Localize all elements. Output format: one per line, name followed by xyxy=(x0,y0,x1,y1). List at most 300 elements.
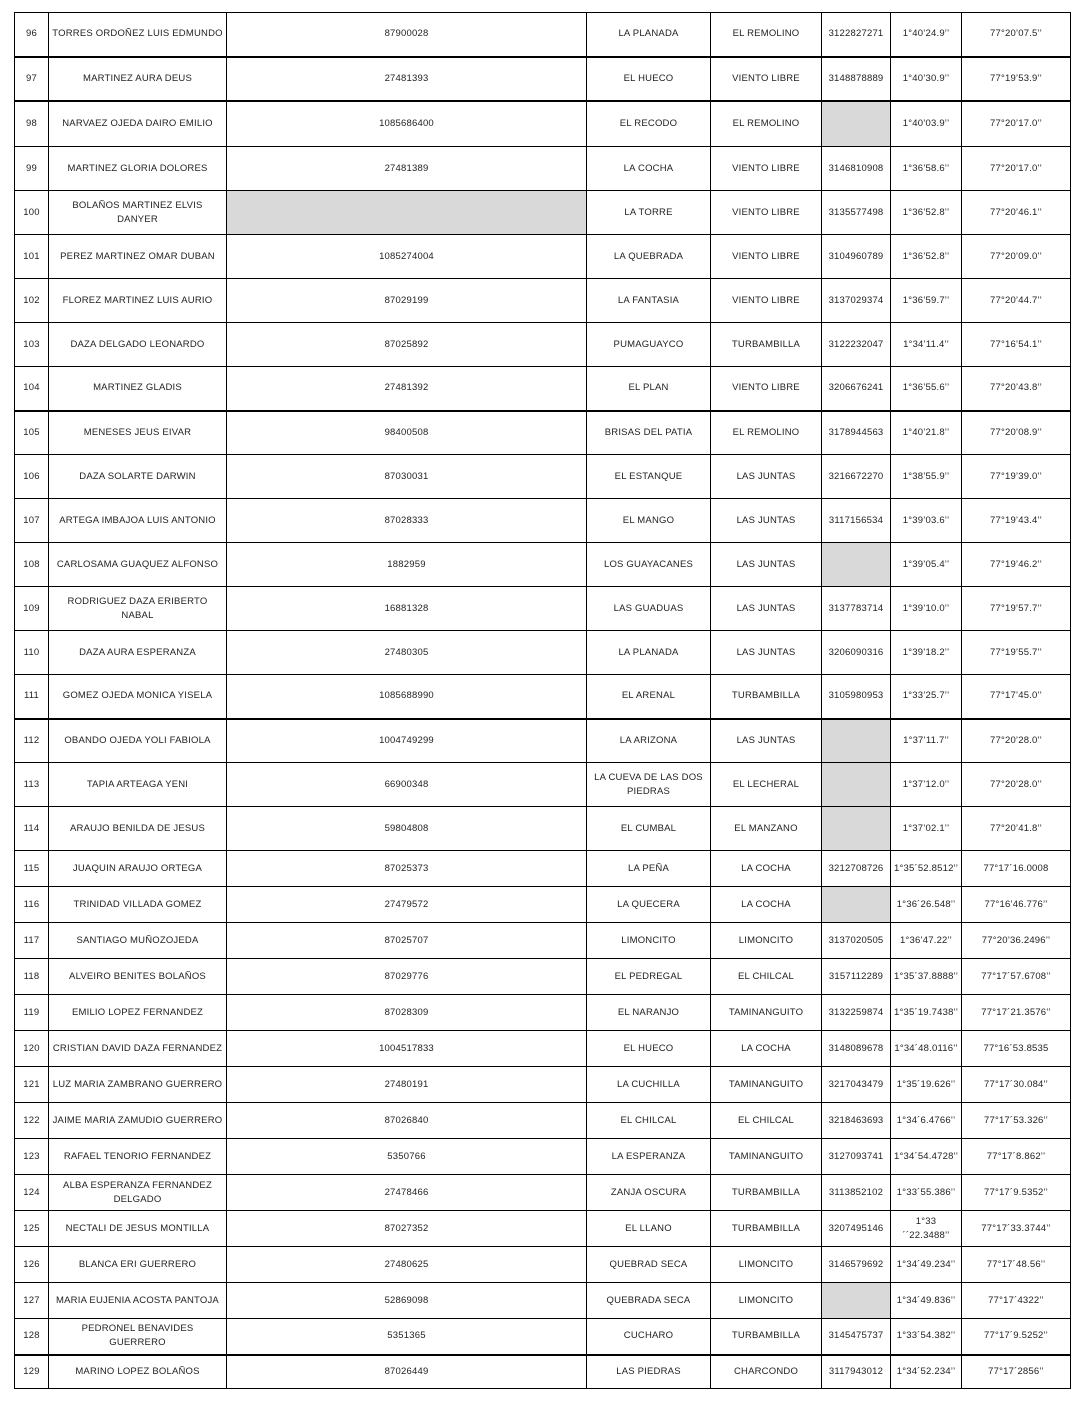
farm-cell: LA QUEBRADA xyxy=(587,235,711,279)
village-cell: LAS JUNTAS xyxy=(711,499,822,543)
table-row xyxy=(15,995,1071,1031)
phone-cell xyxy=(822,763,891,807)
row-number-cell: 102 xyxy=(15,279,49,323)
village-cell: TURBAMBILLA xyxy=(711,1319,822,1355)
longitude-cell: 77°19’39.0’’ xyxy=(962,455,1071,499)
name-cell: MARINO LOPEZ BOLAÑOS xyxy=(49,1355,227,1389)
phone-cell: 3132259874 xyxy=(822,995,891,1031)
row-number-cell: 98 xyxy=(15,101,49,147)
latitude-cell: 1°39’05.4’’ xyxy=(891,543,962,587)
row-number-cell: 124 xyxy=(15,1175,49,1211)
id-number-cell: 87028309 xyxy=(227,995,587,1031)
row-number-cell: 125 xyxy=(15,1211,49,1247)
name-cell: RODRIGUEZ DAZA ERIBERTO NABAL xyxy=(49,587,227,631)
id-number-cell: 87025707 xyxy=(227,923,587,959)
longitude-cell: 77°17’45.0’’ xyxy=(962,675,1071,719)
latitude-cell: 1°40’30.9’’ xyxy=(891,57,962,101)
latitude-cell: 1°38’55.9’’ xyxy=(891,455,962,499)
latitude-cell: 1°34´6.4766’’ xyxy=(891,1103,962,1139)
table-row xyxy=(15,1067,1071,1103)
longitude-cell: 77°19’55.7’’ xyxy=(962,631,1071,675)
latitude-cell: 1°40’21.8’’ xyxy=(891,411,962,455)
latitude-cell: 1°39’10.0’’ xyxy=(891,587,962,631)
latitude-cell: 1°36’58.6’’ xyxy=(891,147,962,191)
longitude-cell: 77°17´4322’’ xyxy=(962,1283,1071,1319)
phone-cell: 3127093741 xyxy=(822,1139,891,1175)
village-cell: TURBAMBILLA xyxy=(711,323,822,367)
table-row xyxy=(15,1355,1071,1389)
row-number-cell: 120 xyxy=(15,1031,49,1067)
phone-cell: 3206676241 xyxy=(822,367,891,411)
farm-cell: EL PLAN xyxy=(587,367,711,411)
row-number-cell: 117 xyxy=(15,923,49,959)
farm-cell: EL HUECO xyxy=(587,1031,711,1067)
row-number-cell: 97 xyxy=(15,57,49,101)
latitude-cell: 1°40’24.9’’ xyxy=(891,13,962,57)
longitude-cell: 77°16´53.8535 xyxy=(962,1031,1071,1067)
longitude-cell: 77°19’57.7’’ xyxy=(962,587,1071,631)
phone-cell: 3148878889 xyxy=(822,57,891,101)
row-number-cell: 127 xyxy=(15,1283,49,1319)
data-grid xyxy=(14,12,1071,1389)
name-cell: OBANDO OJEDA YOLI FABIOLA xyxy=(49,719,227,763)
table-row xyxy=(15,323,1071,367)
table-row xyxy=(15,1283,1071,1319)
latitude-cell: 1°35´37.8888’’ xyxy=(891,959,962,995)
name-cell: NARVAEZ OJEDA DAIRO EMILIO xyxy=(49,101,227,147)
farm-cell: EL LLANO xyxy=(587,1211,711,1247)
village-cell: EL CHILCAL xyxy=(711,959,822,995)
phone-cell: 3148089678 xyxy=(822,1031,891,1067)
village-cell: LIMONCITO xyxy=(711,1283,822,1319)
longitude-cell: 77°17´48.56’’ xyxy=(962,1247,1071,1283)
longitude-cell: 77°20’17.0’’ xyxy=(962,147,1071,191)
name-cell: MARTINEZ GLORIA DOLORES xyxy=(49,147,227,191)
id-number-cell: 1085688990 xyxy=(227,675,587,719)
phone-cell xyxy=(822,719,891,763)
id-number-cell: 16881328 xyxy=(227,587,587,631)
farm-cell: LA TORRE xyxy=(587,191,711,235)
row-number-cell: 121 xyxy=(15,1067,49,1103)
id-number-cell: 87900028 xyxy=(227,13,587,57)
latitude-cell: 1°35´52.8512’’ xyxy=(891,851,962,887)
row-number-cell: 96 xyxy=(15,13,49,57)
village-cell: TAMINANGUITO xyxy=(711,1067,822,1103)
village-cell: TURBAMBILLA xyxy=(711,675,822,719)
longitude-cell: 77°20’08.9’’ xyxy=(962,411,1071,455)
farm-cell: ZANJA OSCURA xyxy=(587,1175,711,1211)
name-cell: CRISTIAN DAVID DAZA FERNANDEZ xyxy=(49,1031,227,1067)
row-number-cell: 129 xyxy=(15,1355,49,1389)
farm-cell: LA COCHA xyxy=(587,147,711,191)
longitude-cell: 77°17´30.084’’ xyxy=(962,1067,1071,1103)
id-number-cell: 27481393 xyxy=(227,57,587,101)
longitude-cell: 77°20’46.1’’ xyxy=(962,191,1071,235)
farm-cell: EL CHILCAL xyxy=(587,1103,711,1139)
id-number-cell: 87027352 xyxy=(227,1211,587,1247)
table-row xyxy=(15,1139,1071,1175)
row-number-cell: 106 xyxy=(15,455,49,499)
id-number-cell: 27478466 xyxy=(227,1175,587,1211)
row-number-cell: 111 xyxy=(15,675,49,719)
id-number-cell: 27481389 xyxy=(227,147,587,191)
latitude-cell: 1°34´49.234’’ xyxy=(891,1247,962,1283)
farm-cell: PUMAGUAYCO xyxy=(587,323,711,367)
farm-cell: LA PEÑA xyxy=(587,851,711,887)
row-number-cell: 105 xyxy=(15,411,49,455)
table-row xyxy=(15,675,1071,719)
table-row xyxy=(15,367,1071,411)
farm-cell: QUEBRADA SECA xyxy=(587,1283,711,1319)
row-number-cell: 100 xyxy=(15,191,49,235)
village-cell: VIENTO LIBRE xyxy=(711,147,822,191)
phone-cell xyxy=(822,101,891,147)
phone-cell xyxy=(822,807,891,851)
table-row xyxy=(15,923,1071,959)
name-cell: JUAQUIN ARAUJO ORTEGA xyxy=(49,851,227,887)
farm-cell: LA ARIZONA xyxy=(587,719,711,763)
id-number-cell: 27480191 xyxy=(227,1067,587,1103)
name-cell: TORRES ORDOÑEZ LUIS EDMUNDO xyxy=(49,13,227,57)
latitude-cell: 1°36’55.6’’ xyxy=(891,367,962,411)
row-number-cell: 113 xyxy=(15,763,49,807)
phone-cell: 3113852102 xyxy=(822,1175,891,1211)
id-number-cell: 1085686400 xyxy=(227,101,587,147)
table-row xyxy=(15,1211,1071,1247)
id-number-cell: 87028333 xyxy=(227,499,587,543)
village-cell: EL CHILCAL xyxy=(711,1103,822,1139)
latitude-cell: 1°35´19.7438’’ xyxy=(891,995,962,1031)
table-row xyxy=(15,1031,1071,1067)
longitude-cell: 77°17´2856’’ xyxy=(962,1355,1071,1389)
id-number-cell: 1004749299 xyxy=(227,719,587,763)
table-row xyxy=(15,807,1071,851)
village-cell: TAMINANGUITO xyxy=(711,995,822,1031)
village-cell: EL MANZANO xyxy=(711,807,822,851)
farm-cell: EL ESTANQUE xyxy=(587,455,711,499)
table-row xyxy=(15,631,1071,675)
longitude-cell: 77°17´33.3744’’ xyxy=(962,1211,1071,1247)
farm-cell: QUEBRAD SECA xyxy=(587,1247,711,1283)
table-row xyxy=(15,499,1071,543)
village-cell: VIENTO LIBRE xyxy=(711,367,822,411)
latitude-cell: 1°33’25.7’’ xyxy=(891,675,962,719)
latitude-cell: 1°35´19.626’’ xyxy=(891,1067,962,1103)
phone-cell: 3122827271 xyxy=(822,13,891,57)
phone-cell: 3146579692 xyxy=(822,1247,891,1283)
phone-cell: 3104960789 xyxy=(822,235,891,279)
table-row xyxy=(15,959,1071,995)
village-cell: EL REMOLINO xyxy=(711,101,822,147)
farm-cell: EL CUMBAL xyxy=(587,807,711,851)
longitude-cell: 77°17´9.5252’’ xyxy=(962,1319,1071,1355)
row-number-cell: 123 xyxy=(15,1139,49,1175)
farm-cell: LAS GUADUAS xyxy=(587,587,711,631)
id-number-cell: 87029199 xyxy=(227,279,587,323)
farm-cell: EL MANGO xyxy=(587,499,711,543)
table-row xyxy=(15,1103,1071,1139)
row-number-cell: 107 xyxy=(15,499,49,543)
farm-cell: LA ESPERANZA xyxy=(587,1139,711,1175)
longitude-cell: 77°19’53.9’’ xyxy=(962,57,1071,101)
phone-cell: 3212708726 xyxy=(822,851,891,887)
id-number-cell: 87029776 xyxy=(227,959,587,995)
name-cell: DAZA AURA ESPERANZA xyxy=(49,631,227,675)
name-cell: FLOREZ MARTINEZ LUIS AURIO xyxy=(49,279,227,323)
latitude-cell: 1°34´48.0116’’ xyxy=(891,1031,962,1067)
phone-cell: 3157112289 xyxy=(822,959,891,995)
longitude-cell: 77°20’28.0’’ xyxy=(962,719,1071,763)
id-number-cell: 52869098 xyxy=(227,1283,587,1319)
phone-cell: 3117156534 xyxy=(822,499,891,543)
row-number-cell: 112 xyxy=(15,719,49,763)
latitude-cell: 1°34´49.836’’ xyxy=(891,1283,962,1319)
name-cell: MARTINEZ GLADIS xyxy=(49,367,227,411)
farm-cell: LIMONCITO xyxy=(587,923,711,959)
village-cell: LA COCHA xyxy=(711,851,822,887)
farm-cell: EL ARENAL xyxy=(587,675,711,719)
farm-cell: LA CUEVA DE LAS DOS PIEDRAS xyxy=(587,763,711,807)
latitude-cell: 1°36’47.22’’ xyxy=(891,923,962,959)
table-row xyxy=(15,543,1071,587)
farm-cell: LA FANTASIA xyxy=(587,279,711,323)
farm-cell: EL HUECO xyxy=(587,57,711,101)
village-cell: LA COCHA xyxy=(711,887,822,923)
latitude-cell: 1°39’18.2’’ xyxy=(891,631,962,675)
phone-cell: 3137783714 xyxy=(822,587,891,631)
table-row xyxy=(15,235,1071,279)
table-row xyxy=(15,455,1071,499)
village-cell: VIENTO LIBRE xyxy=(711,191,822,235)
latitude-cell: 1°37’12.0’’ xyxy=(891,763,962,807)
village-cell: TURBAMBILLA xyxy=(711,1175,822,1211)
id-number-cell: 87026840 xyxy=(227,1103,587,1139)
latitude-cell: 1°36´26.548’’ xyxy=(891,887,962,923)
phone-cell: 3137029374 xyxy=(822,279,891,323)
longitude-cell: 77°17´57.6708’’ xyxy=(962,959,1071,995)
table-row xyxy=(15,279,1071,323)
phone-cell: 3122232047 xyxy=(822,323,891,367)
row-number-cell: 122 xyxy=(15,1103,49,1139)
name-cell: RAFAEL TENORIO FERNANDEZ xyxy=(49,1139,227,1175)
longitude-cell: 77°20’43.8’’ xyxy=(962,367,1071,411)
row-number-cell: 99 xyxy=(15,147,49,191)
farm-cell: LOS GUAYACANES xyxy=(587,543,711,587)
row-number-cell: 128 xyxy=(15,1319,49,1355)
id-number-cell: 1085274004 xyxy=(227,235,587,279)
farm-cell: LA PLANADA xyxy=(587,631,711,675)
farm-cell: LA PLANADA xyxy=(587,13,711,57)
longitude-cell: 77°19’46.2’’ xyxy=(962,543,1071,587)
name-cell: JAIME MARIA ZAMUDIO GUERRERO xyxy=(49,1103,227,1139)
farm-cell: BRISAS DEL PATIA xyxy=(587,411,711,455)
longitude-cell: 77°20’41.8’’ xyxy=(962,807,1071,851)
phone-cell: 3218463693 xyxy=(822,1103,891,1139)
table-row xyxy=(15,763,1071,807)
table-row xyxy=(15,719,1071,763)
row-number-cell: 116 xyxy=(15,887,49,923)
row-number-cell: 119 xyxy=(15,995,49,1031)
village-cell: TURBAMBILLA xyxy=(711,1211,822,1247)
name-cell: TAPIA ARTEAGA YENI xyxy=(49,763,227,807)
table-row xyxy=(15,13,1071,57)
latitude-cell: 1°33´55.386’’ xyxy=(891,1175,962,1211)
id-number-cell: 87025892 xyxy=(227,323,587,367)
id-number-cell: 27480305 xyxy=(227,631,587,675)
village-cell: LIMONCITO xyxy=(711,923,822,959)
row-number-cell: 104 xyxy=(15,367,49,411)
id-number-cell: 87026449 xyxy=(227,1355,587,1389)
name-cell: ALVEIRO BENITES BOLAÑOS xyxy=(49,959,227,995)
id-number-cell: 27481392 xyxy=(227,367,587,411)
farm-cell: CUCHARO xyxy=(587,1319,711,1355)
table-body xyxy=(15,13,1071,1389)
name-cell: CARLOSAMA GUAQUEZ ALFONSO xyxy=(49,543,227,587)
farm-cell: EL RECODO xyxy=(587,101,711,147)
latitude-cell: 1°33´54.382’’ xyxy=(891,1319,962,1355)
village-cell: CHARCONDO xyxy=(711,1355,822,1389)
row-number-cell: 101 xyxy=(15,235,49,279)
latitude-cell: 1°36’52.8’’ xyxy=(891,235,962,279)
farm-cell: EL NARANJO xyxy=(587,995,711,1031)
village-cell: LA COCHA xyxy=(711,1031,822,1067)
id-number-cell: 87030031 xyxy=(227,455,587,499)
longitude-cell: 77°20’28.0’’ xyxy=(962,763,1071,807)
id-number-cell: 98400508 xyxy=(227,411,587,455)
phone-cell: 3135577498 xyxy=(822,191,891,235)
table-row xyxy=(15,1319,1071,1355)
name-cell: PEREZ MARTINEZ OMAR DUBAN xyxy=(49,235,227,279)
phone-cell: 3207495146 xyxy=(822,1211,891,1247)
beneficiary-table xyxy=(14,12,1070,1389)
phone-cell: 3206090316 xyxy=(822,631,891,675)
id-number-cell: 87025373 xyxy=(227,851,587,887)
farm-cell: LAS PIEDRAS xyxy=(587,1355,711,1389)
row-number-cell: 126 xyxy=(15,1247,49,1283)
name-cell: DAZA DELGADO LEONARDO xyxy=(49,323,227,367)
table-row xyxy=(15,411,1071,455)
latitude-cell: 1°33´´22.3488’’ xyxy=(891,1211,962,1247)
latitude-cell: 1°36’59.7’’ xyxy=(891,279,962,323)
name-cell: ARAUJO BENILDA DE JESUS xyxy=(49,807,227,851)
village-cell: EL REMOLINO xyxy=(711,411,822,455)
row-number-cell: 110 xyxy=(15,631,49,675)
longitude-cell: 77°19’43.4’’ xyxy=(962,499,1071,543)
id-number-cell: 27479572 xyxy=(227,887,587,923)
village-cell: EL REMOLINO xyxy=(711,13,822,57)
latitude-cell: 1°37’11.7’’ xyxy=(891,719,962,763)
longitude-cell: 77°20’07.5’’ xyxy=(962,13,1071,57)
phone-cell: 3137020505 xyxy=(822,923,891,959)
farm-cell: LA QUECERA xyxy=(587,887,711,923)
id-number-cell: 5350766 xyxy=(227,1139,587,1175)
table-row xyxy=(15,191,1071,235)
phone-cell xyxy=(822,543,891,587)
name-cell: BLANCA ERI GUERRERO xyxy=(49,1247,227,1283)
farm-cell: LA CUCHILLA xyxy=(587,1067,711,1103)
phone-cell: 3216672270 xyxy=(822,455,891,499)
longitude-cell: 77°17´16.0008 xyxy=(962,851,1071,887)
table-row xyxy=(15,147,1071,191)
village-cell: VIENTO LIBRE xyxy=(711,235,822,279)
table-row xyxy=(15,851,1071,887)
longitude-cell: 77°17´9.5352’’ xyxy=(962,1175,1071,1211)
village-cell: LAS JUNTAS xyxy=(711,631,822,675)
table-row xyxy=(15,1247,1071,1283)
row-number-cell: 103 xyxy=(15,323,49,367)
longitude-cell: 77°17´8.862’’ xyxy=(962,1139,1071,1175)
latitude-cell: 1°34´54.4728’’ xyxy=(891,1139,962,1175)
row-number-cell: 118 xyxy=(15,959,49,995)
latitude-cell: 1°34’11.4’’ xyxy=(891,323,962,367)
longitude-cell: 77°20’17.0’’ xyxy=(962,101,1071,147)
id-number-cell: 27480625 xyxy=(227,1247,587,1283)
name-cell: SANTIAGO MUÑOZOJEDA xyxy=(49,923,227,959)
name-cell: DAZA SOLARTE DARWIN xyxy=(49,455,227,499)
latitude-cell: 1°36’52.8’’ xyxy=(891,191,962,235)
name-cell: TRINIDAD VILLADA GOMEZ xyxy=(49,887,227,923)
latitude-cell: 1°39’03.6’’ xyxy=(891,499,962,543)
village-cell: LAS JUNTAS xyxy=(711,543,822,587)
village-cell: LIMONCITO xyxy=(711,1247,822,1283)
name-cell: NECTALI DE JESUS MONTILLA xyxy=(49,1211,227,1247)
village-cell: TAMINANGUITO xyxy=(711,1139,822,1175)
name-cell: EMILIO LOPEZ FERNANDEZ xyxy=(49,995,227,1031)
longitude-cell: 77°16’54.1’’ xyxy=(962,323,1071,367)
farm-cell: EL PEDREGAL xyxy=(587,959,711,995)
name-cell: ARTEGA IMBAJOA LUIS ANTONIO xyxy=(49,499,227,543)
longitude-cell: 77°17´21.3576’’ xyxy=(962,995,1071,1031)
name-cell: ALBA ESPERANZA FERNANDEZ DELGADO xyxy=(49,1175,227,1211)
name-cell: PEDRONEL BENAVIDES GUERRERO xyxy=(49,1319,227,1355)
phone-cell xyxy=(822,887,891,923)
phone-cell: 3145475737 xyxy=(822,1319,891,1355)
longitude-cell: 77°20’36.2496’’ xyxy=(962,923,1071,959)
longitude-cell: 77°20’44.7’’ xyxy=(962,279,1071,323)
village-cell: LAS JUNTAS xyxy=(711,719,822,763)
table-row xyxy=(15,57,1071,101)
table-row xyxy=(15,587,1071,631)
row-number-cell: 108 xyxy=(15,543,49,587)
name-cell: GOMEZ OJEDA MONICA YISELA xyxy=(49,675,227,719)
village-cell: EL LECHERAL xyxy=(711,763,822,807)
id-number-cell: 66900348 xyxy=(227,763,587,807)
phone-cell: 3105980953 xyxy=(822,675,891,719)
village-cell: VIENTO LIBRE xyxy=(711,57,822,101)
longitude-cell: 77°20’09.0’’ xyxy=(962,235,1071,279)
row-number-cell: 115 xyxy=(15,851,49,887)
name-cell: MARTINEZ AURA DEUS xyxy=(49,57,227,101)
longitude-cell: 77°16’46.776’’ xyxy=(962,887,1071,923)
phone-cell: 3146810908 xyxy=(822,147,891,191)
name-cell: MENESES JEUS EIVAR xyxy=(49,411,227,455)
id-number-cell xyxy=(227,191,587,235)
latitude-cell: 1°34´52.234’’ xyxy=(891,1355,962,1389)
latitude-cell: 1°40’03.9’’ xyxy=(891,101,962,147)
phone-cell: 3217043479 xyxy=(822,1067,891,1103)
table-row xyxy=(15,101,1071,147)
id-number-cell: 1882959 xyxy=(227,543,587,587)
table-row xyxy=(15,887,1071,923)
village-cell: VIENTO LIBRE xyxy=(711,279,822,323)
name-cell: LUZ MARIA ZAMBRANO GUERRERO xyxy=(49,1067,227,1103)
phone-cell: 3117943012 xyxy=(822,1355,891,1389)
name-cell: BOLAÑOS MARTINEZ ELVIS DANYER xyxy=(49,191,227,235)
latitude-cell: 1°37’02.1’’ xyxy=(891,807,962,851)
village-cell: LAS JUNTAS xyxy=(711,587,822,631)
longitude-cell: 77°17´53.326’’ xyxy=(962,1103,1071,1139)
id-number-cell: 59804808 xyxy=(227,807,587,851)
